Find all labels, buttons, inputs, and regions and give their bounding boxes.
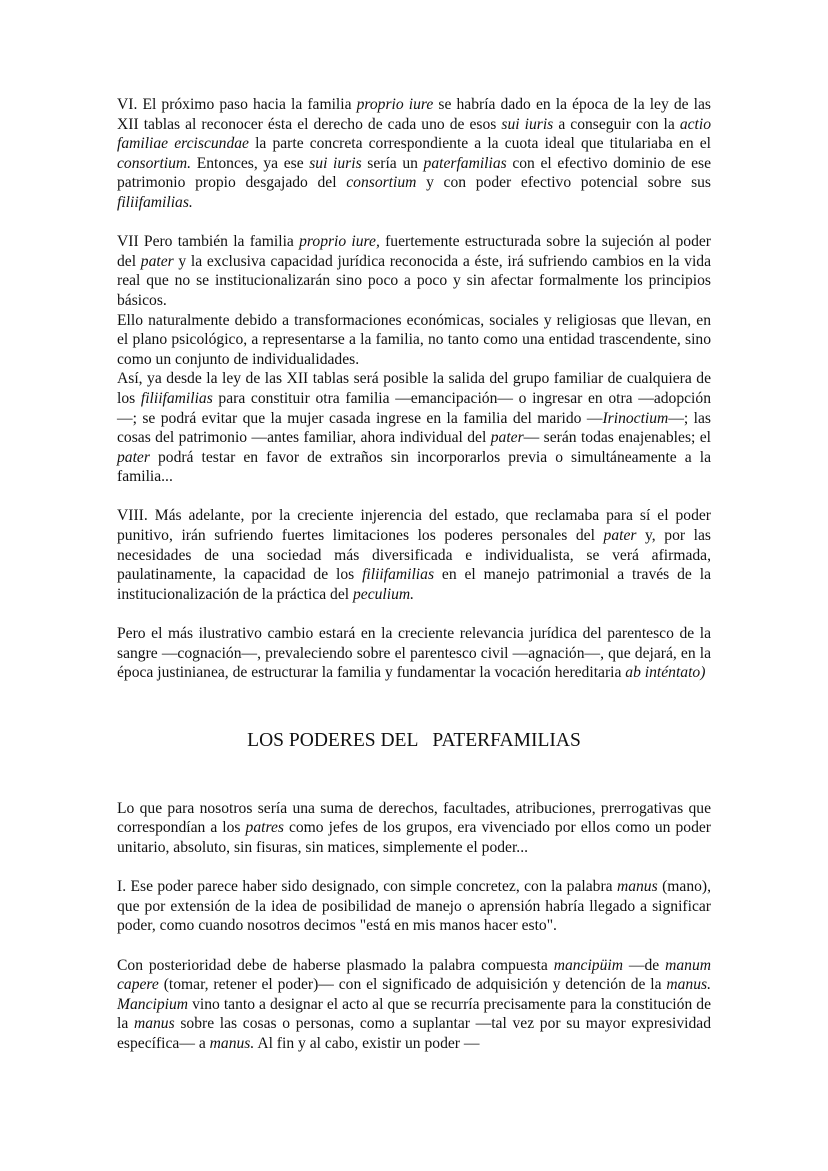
text-run: —de [622, 956, 666, 974]
italic-term: pater [490, 429, 524, 447]
italic-term: consortium. [117, 154, 192, 172]
text-run: Así, ya desde la ley de las XII tablas será posible la salida del grupo familiar de cualquiera de los [117, 370, 711, 407]
italic-term: peculium. [352, 585, 415, 603]
document-page [117, 95, 711, 1054]
paragraph-vii-cont-2 [117, 369, 711, 487]
text-run: VI. El próximo paso hacia la familia [117, 96, 357, 113]
text-run: se habría dado en la época de la ley de las XII tablas al reconocer ésta el derecho de cada uno de esos [117, 96, 711, 133]
paragraph-vii-cont-1 [117, 311, 711, 370]
text-run: y con poder efectivo potencial sobre sus [416, 174, 711, 192]
text-run: Al fin y al cabo, existir un poder — [254, 1034, 480, 1052]
italic-term: sui iuris [309, 154, 362, 172]
paragraph-vi [117, 95, 711, 213]
text-run: como jefes de los grupos, era vivenciado por ellos como un poder unitario, absoluto, sin fisuras, sin matices, simplemente el poder... [117, 819, 711, 856]
text-run: VII Pero también la familia [117, 233, 300, 251]
italic-term: patres [245, 819, 284, 837]
paragraph-mancipium [117, 956, 711, 1054]
text-run: a conseguir con la [553, 115, 680, 133]
paragraph-intro-poderes [117, 799, 711, 858]
text-run: podrá testar en favor de extraños sin incorporarlos previa o simultáneamente a la familia... [117, 448, 711, 486]
text-run: fuertemente estructurada sobre la sujeción al poder del [117, 233, 711, 270]
text-run: VIII. Más adelante, por la creciente injerencia del estado, que reclamaba para sí el poder punitivo, irán sufriendo fuertes limitaciones los poderes personales del [117, 507, 711, 545]
text-run: Lo que para nosotros sería una suma de derechos, facultades, atribuciones, prerrogativas que correspondían a los [117, 799, 711, 837]
text-run: (mano), que por extensión de la idea de posibilidad de manejo o aprensión habría llegado a significar poder, como cuando nosotros decimos "está en mis manos hacer esto". [117, 878, 712, 935]
italic-term: pater [140, 252, 174, 270]
italic-term: manum capere [117, 956, 712, 994]
italic-term: manus [133, 1015, 175, 1033]
text-run: en el manejo patrimonial a través de la institucionalización de la práctica del [117, 566, 711, 603]
text-run: Con posterioridad debe de haberse plasmado la palabra compuesta [117, 956, 554, 974]
text-run: I. Ese poder parece haber sido designado, con simple concretez, con la palabra [117, 878, 617, 896]
italic-term: ab inténtato) [625, 664, 706, 682]
italic-term: filiifamilias. [117, 193, 193, 211]
italic-term: pater [603, 527, 637, 545]
paragraph-cognacion [117, 624, 711, 683]
italic-term: manus. [666, 976, 711, 994]
section-heading-part-2: PATERFAMILIAS [432, 729, 581, 751]
paragraph-viii [117, 506, 711, 604]
text-run: Pero el más ilustrativo cambio estará en la creciente relevancia jurídica del parentesco de la sangre —cognación—, prevaleciendo sobre el parentesco civil —agnación—, que dejará, en la época justinianea, de estructurar la familia y fundamentar la vocación hereditaria [117, 625, 711, 682]
text-run: (tomar, retener el poder)— con el significado de adquisición y detención de la [158, 976, 667, 994]
paragraph-vii [117, 232, 711, 310]
text-run: —; las cosas del patrimonio —antes familiar, ahora individual del [117, 409, 711, 447]
text-run: la parte concreta correspondiente a la cuota ideal que titulariaba en el [248, 135, 711, 153]
text-run: con el efectivo dominio de ese patrimonio propio desgajado del [117, 154, 711, 192]
italic-term: proprio iure, [299, 233, 380, 251]
text-run: Ello naturalmente debido a transformaciones económicas, sociales y religiosas que llevan, en el plano psicológico, a representarse a la familia, no tanto como una entidad trascendente, sino como un conjunto de individualidades. [117, 311, 711, 368]
text-run: y la exclusiva capacidad jurídica reconocida a éste, irá sufriendo cambios en la vida real que no se institucionalizarán sino poco a poco y sin afectar formalmente los principios básicos. [117, 252, 712, 309]
italic-term: Mancipium [117, 995, 189, 1013]
text-run: para constituir otra familia —emancipación— o ingresar en otra —adopción—; se podrá evitar que la mujer casada ingrese en la familia del marido — [117, 389, 711, 427]
italic-term: paterfamilias [423, 154, 507, 172]
italic-term: sui iuris [501, 115, 554, 133]
italic-term: filiifamilias [140, 389, 213, 407]
italic-term: filiifamilias [362, 566, 435, 584]
section-heading-part-1: LOS PODERES DEL [247, 729, 419, 751]
italic-term: mancipüim [553, 956, 623, 974]
italic-term: Irinoctium [602, 409, 669, 427]
text-run: y, por las necesidades de una sociedad más diversificada e individualista, se verá afirmada, paulatinamente, la capacidad de los [117, 527, 711, 584]
italic-term: actio familiae erciscundae [117, 115, 712, 153]
section-heading [117, 729, 711, 753]
text-run: vino tanto a designar el acto al que se recurría precisamente para la constitución de la [117, 995, 711, 1033]
paragraph-i-manus [117, 877, 711, 936]
italic-term: consortium [346, 174, 417, 192]
italic-term: proprio iure [356, 96, 434, 113]
italic-term: manus. [209, 1034, 255, 1052]
italic-term: manus [616, 878, 658, 896]
text-run: — serán todas enajenables; el [523, 429, 712, 447]
text-run: Entonces, ya ese [191, 154, 310, 172]
text-run: sobre las cosas o personas, como a suplantar —tal vez por su mayor expresividad específica— a [117, 1015, 711, 1052]
text-run: sería un [361, 154, 424, 172]
italic-term: pater [117, 448, 150, 466]
